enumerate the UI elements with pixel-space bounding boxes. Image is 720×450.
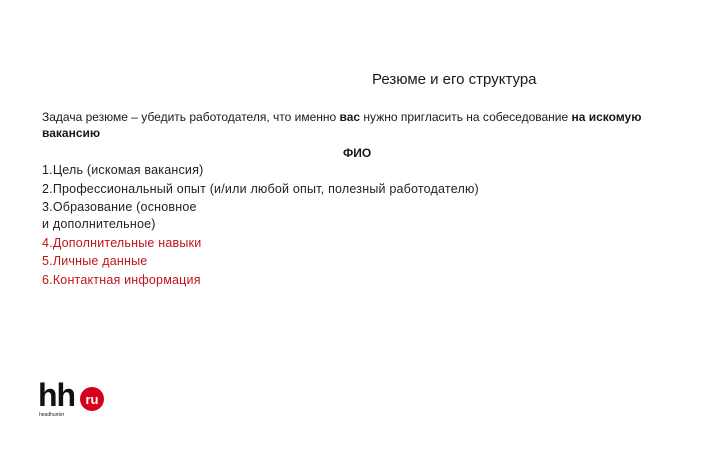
list-item: 1.Цель (искомая вакансия): [42, 163, 204, 177]
list-item: 5.Личные данные: [42, 254, 148, 268]
list-item: и дополнительное): [42, 217, 156, 231]
logo-badge-text: ru: [85, 392, 99, 407]
logo-hh-text: hh: [38, 378, 76, 413]
hh-logo: [38, 378, 118, 418]
logo-caption: headhunter: [39, 412, 65, 418]
intro-text: [42, 109, 652, 141]
list-item: 3.Образование (основное: [42, 200, 197, 214]
list-item: 4.Дополнительные навыки: [42, 235, 202, 250]
hh-logo-graphic: [38, 378, 118, 418]
slide-title: Резюме и его структура: [372, 71, 537, 88]
intro-part-1: Задача резюме – убедить работодателя, что именно: [42, 110, 340, 124]
structure-list: [42, 162, 479, 290]
intro-bold-2: на искомую вакансию: [42, 110, 642, 140]
fio-label: ФИО: [343, 146, 372, 160]
intro-part-2: нужно пригласить на собеседование: [360, 110, 572, 124]
list-item: 2.Профессиональный опыт (и/или любой опыт, полезный работодателю): [42, 181, 479, 196]
list-item: 6.Контактная информация: [42, 272, 201, 287]
intro-bold-1: вас: [339, 110, 361, 124]
